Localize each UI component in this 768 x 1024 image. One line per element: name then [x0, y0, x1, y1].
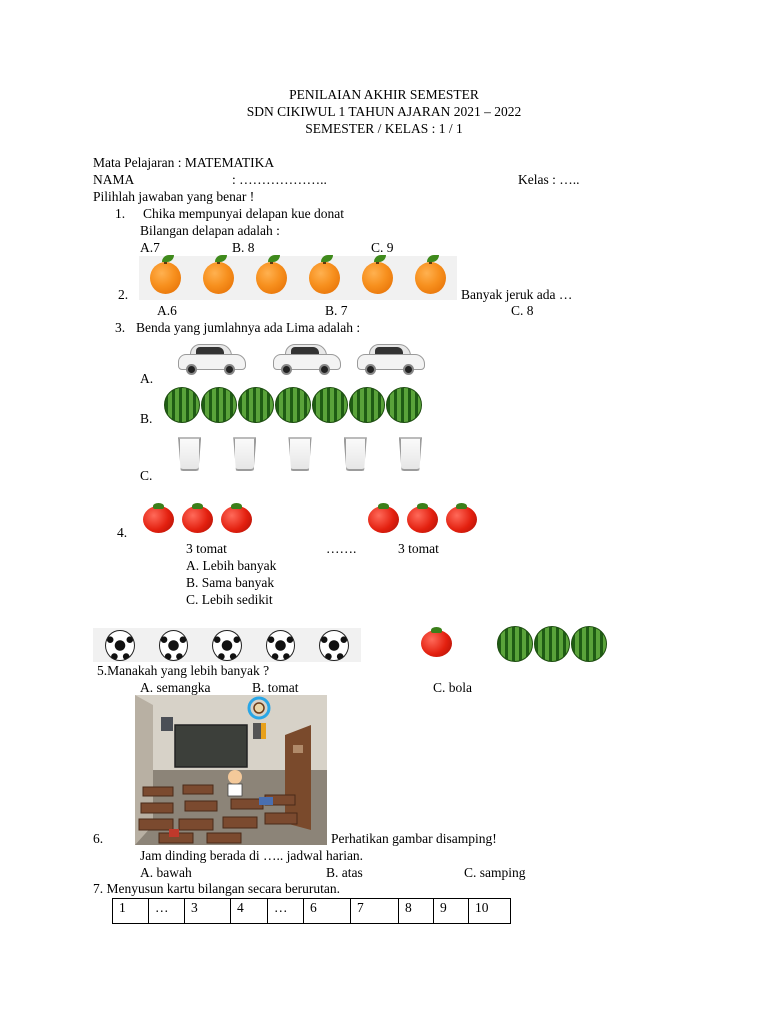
tomato-icon: [221, 506, 252, 533]
watermelon-icon: [201, 387, 237, 423]
table-row: [113, 899, 511, 924]
orange-icon: [415, 262, 446, 294]
q6-option-a[interactable]: A. bawah: [140, 865, 192, 880]
q3-text: Benda yang jumlahnya ada Lima adalah :: [136, 320, 361, 335]
q4-option-a[interactable]: A. Lebih banyak: [186, 558, 277, 573]
number-card: 10: [469, 899, 511, 924]
orange-icon: [309, 262, 340, 294]
soccer-ball-icon: [319, 630, 349, 661]
q3-option-b[interactable]: B.: [140, 411, 153, 426]
glass-icon: [233, 437, 256, 471]
tomatoes-right-image: [364, 504, 484, 534]
tomato-single-image: [417, 628, 457, 658]
q2-option-a[interactable]: A.6: [157, 303, 177, 318]
balls-image: [93, 628, 361, 662]
instruction: Pilihlah jawaban yang benar !: [93, 189, 255, 204]
watermelon-icon: [238, 387, 274, 423]
watermelons-image: [163, 386, 425, 424]
soccer-ball-icon: [212, 630, 242, 661]
glass-icon: [288, 437, 311, 471]
number-card: 8: [399, 899, 434, 924]
car-icon: [271, 340, 334, 376]
orange-icon: [256, 262, 287, 294]
watermelon-icon: [275, 387, 311, 423]
number-card: 9: [434, 899, 469, 924]
subject-label: Mata Pelajaran : MATEMATIKA: [93, 155, 275, 170]
header-semester: SEMESTER / KELAS : 1 / 1: [305, 121, 463, 136]
number-card: 7: [351, 899, 399, 924]
q3-option-c[interactable]: C.: [140, 468, 153, 483]
number-cards-table: [112, 898, 511, 924]
q1-option-c[interactable]: C. 9: [371, 240, 394, 255]
soccer-ball-icon: [105, 630, 135, 661]
q1-option-a[interactable]: A.7: [140, 240, 160, 255]
q4-left-count: 3 tomat: [186, 541, 227, 556]
orange-icon: [362, 262, 393, 294]
tomato-icon: [143, 506, 174, 533]
soccer-ball-icon: [159, 630, 189, 661]
q5-option-c[interactable]: C. bola: [433, 680, 472, 695]
q6-number: 6.: [93, 831, 104, 846]
glass-icon: [344, 437, 367, 471]
tomato-icon: [407, 506, 438, 533]
q6-option-b[interactable]: B. atas: [326, 865, 363, 880]
q6-option-c[interactable]: C. samping: [464, 865, 526, 880]
tomatoes-left-image: [139, 504, 259, 534]
q1-text: Chika mempunyai delapan kue donat: [143, 206, 344, 221]
watermelon-icon: [571, 626, 607, 662]
q4-option-b[interactable]: B. Sama banyak: [186, 575, 275, 590]
q4-right-count: 3 tomat: [398, 541, 439, 556]
watermelon-icon: [312, 387, 348, 423]
q2-text: Banyak jeruk ada …: [461, 287, 573, 302]
q5-option-a[interactable]: A. semangka: [140, 680, 211, 695]
orange-icon: [203, 262, 234, 294]
car-icon: [176, 340, 239, 376]
q3-option-a[interactable]: A.: [140, 371, 154, 386]
number-card-blank[interactable]: …: [268, 899, 304, 924]
number-card-blank[interactable]: …: [149, 899, 185, 924]
q1-option-b[interactable]: B. 8: [232, 240, 255, 255]
oranges-image: [139, 256, 457, 300]
q5-text: 5.Manakah yang lebih banyak ?: [97, 663, 270, 678]
classroom-image: [135, 695, 327, 845]
number-card: 3: [185, 899, 231, 924]
q3-number: 3.: [115, 320, 126, 335]
q2-option-b[interactable]: B. 7: [325, 303, 348, 318]
car-icon: [355, 340, 418, 376]
tomato-icon: [182, 506, 213, 533]
watermelon-icon: [497, 626, 533, 662]
orange-icon: [150, 262, 181, 294]
watermelon-icon: [534, 626, 570, 662]
watermelon-icon: [164, 387, 200, 423]
q4-blank: …….: [326, 541, 357, 556]
q5-option-b[interactable]: B. tomat: [252, 680, 299, 695]
q1-number: 1.: [115, 206, 126, 221]
watermelons-q5-image: [496, 625, 608, 663]
soccer-ball-icon: [266, 630, 296, 661]
tomato-icon: [446, 506, 477, 533]
q4-number: 4.: [117, 525, 128, 540]
number-card: 1: [113, 899, 149, 924]
header-title: PENILAIAN AKHIR SEMESTER: [289, 87, 479, 102]
q4-option-c[interactable]: C. Lebih sedikit: [186, 592, 273, 607]
number-card: 4: [231, 899, 268, 924]
cars-image: [166, 338, 428, 378]
q6-text: Perhatikan gambar disamping!: [331, 831, 497, 846]
tomato-icon: [368, 506, 399, 533]
glass-icon: [399, 437, 422, 471]
q7-text: 7. Menyusun kartu bilangan secara berurutan.: [93, 881, 341, 896]
q2-option-c[interactable]: C. 8: [511, 303, 534, 318]
name-field[interactable]: : ………………..: [232, 172, 327, 187]
q1-text2: Bilangan delapan adalah :: [140, 223, 280, 238]
q2-number: 2.: [118, 287, 129, 302]
watermelon-icon: [349, 387, 385, 423]
glasses-image: [162, 432, 438, 476]
header-school: SDN CIKIWUL 1 TAHUN AJARAN 2021 – 2022: [246, 104, 522, 119]
number-card: 6: [304, 899, 351, 924]
glass-icon: [178, 437, 201, 471]
class-field[interactable]: Kelas : …..: [518, 172, 580, 187]
name-label: NAMA: [93, 172, 135, 187]
q6-text2: Jam dinding berada di ….. jadwal harian.: [140, 848, 364, 863]
tomato-icon: [421, 630, 452, 657]
watermelon-icon: [386, 387, 422, 423]
